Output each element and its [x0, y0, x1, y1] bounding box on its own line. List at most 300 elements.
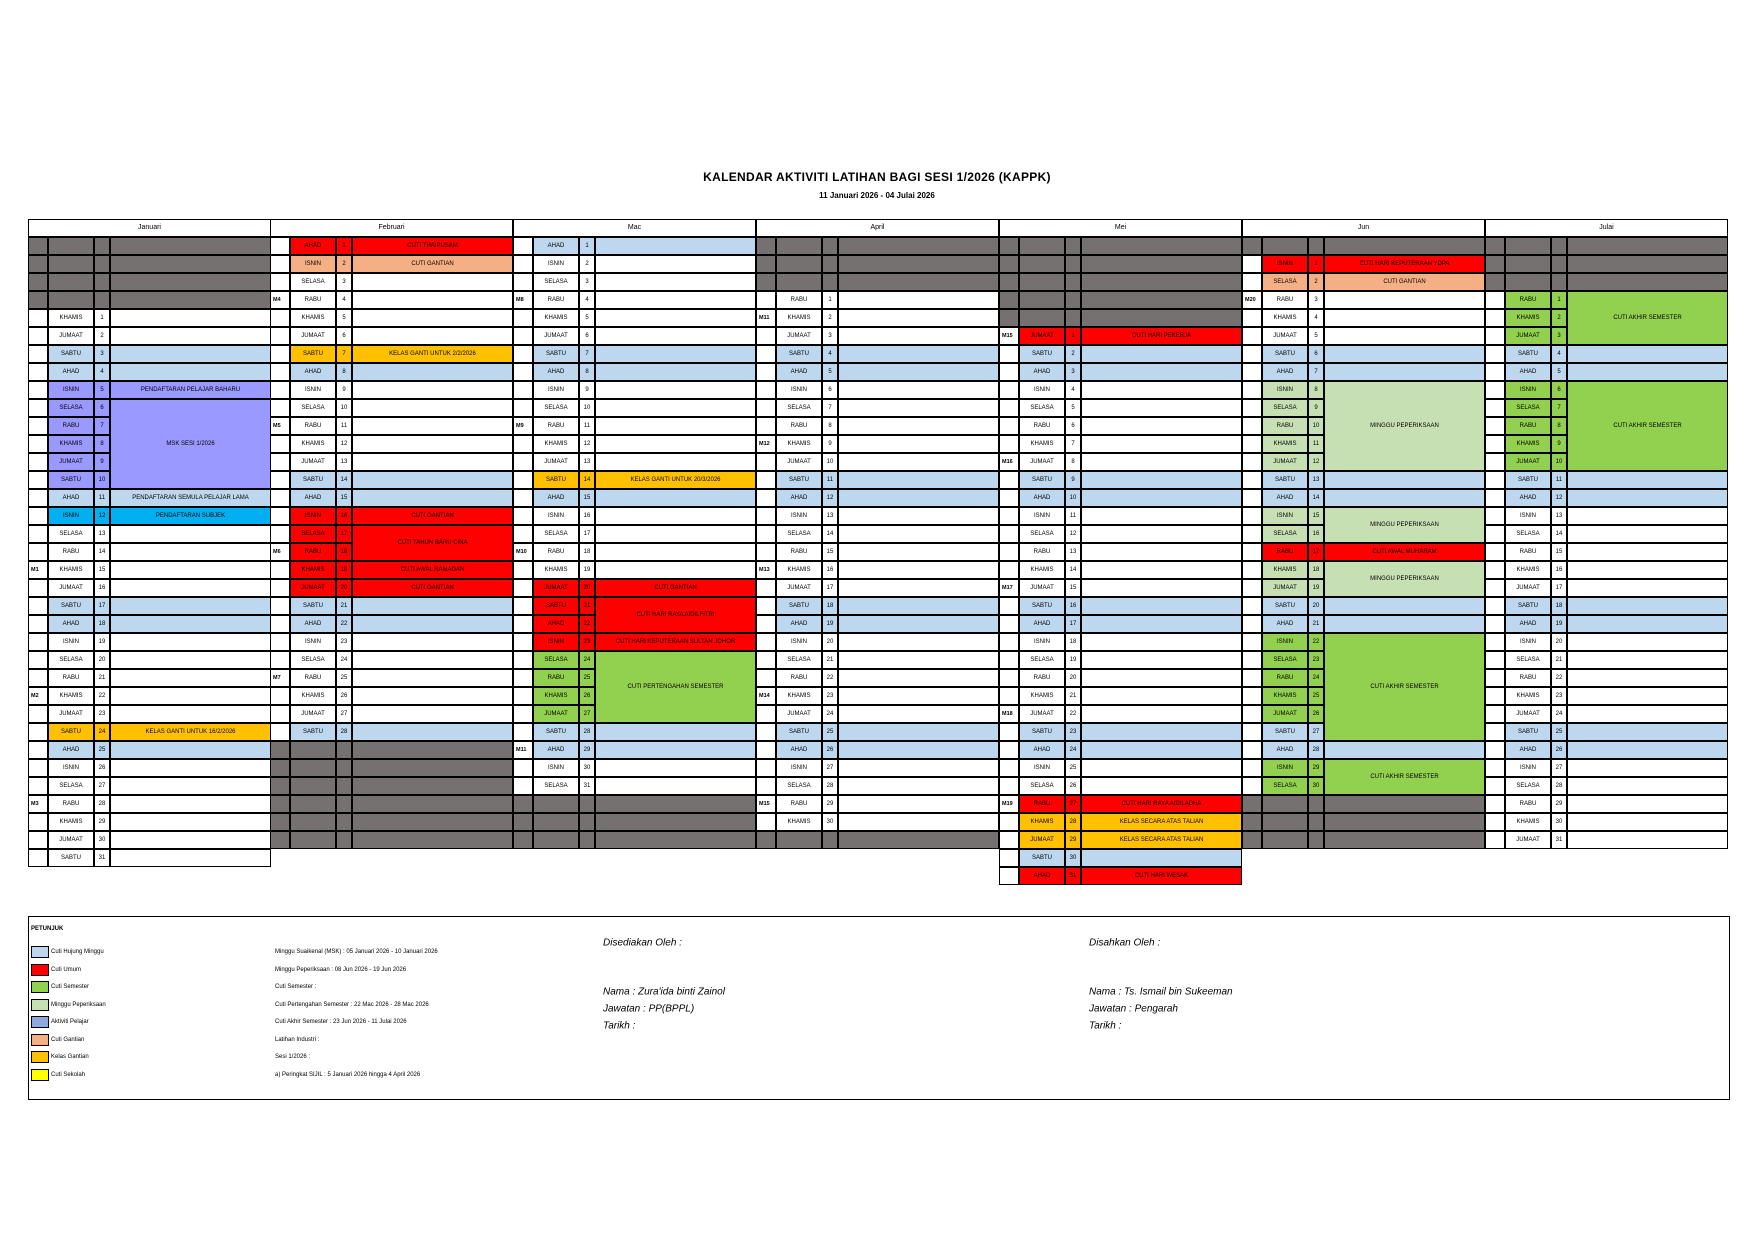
event-cell [838, 651, 999, 669]
week-cell [999, 471, 1019, 489]
page-subtitle: 11 Januari 2026 - 04 Julai 2026 [819, 191, 935, 200]
week-label: M8 [516, 297, 524, 303]
date-cell: 10 [822, 453, 838, 471]
event-cell [352, 417, 513, 435]
date-cell: 12 [822, 489, 838, 507]
day-name-cell: SABTU [776, 723, 822, 741]
day-name-cell: SABTU [1505, 345, 1551, 363]
event-cell [595, 291, 756, 309]
week-cell [270, 345, 290, 363]
date-cell: 19 [1551, 615, 1567, 633]
day-name-cell: AHAD [290, 363, 336, 381]
event-cell [352, 309, 513, 327]
day-name-cell: SABTU [290, 471, 336, 489]
empty-cell [48, 291, 94, 309]
day-name-cell: RABU [1262, 291, 1308, 309]
week-cell [999, 741, 1019, 759]
empty-cell [28, 273, 48, 291]
day-name-cell: KHAMIS [1262, 435, 1308, 453]
event-cell [1081, 777, 1242, 795]
event-cell [1567, 687, 1728, 705]
date-cell: 8 [336, 363, 352, 381]
day-name-cell: RABU [290, 543, 336, 561]
empty-cell [1324, 795, 1485, 813]
prepared-by-heading: Disediakan Oleh : [603, 937, 682, 949]
event-cell [1324, 615, 1485, 633]
empty-cell [110, 291, 271, 309]
event-cell [838, 525, 999, 543]
event-cell [838, 399, 999, 417]
empty-cell [999, 273, 1019, 291]
date-cell: 8 [1308, 381, 1324, 399]
day-name-cell: RABU [1019, 543, 1065, 561]
day-name-cell: JUMAAT [290, 453, 336, 471]
empty-cell [1081, 255, 1242, 273]
day-name-cell: KHAMIS [1019, 687, 1065, 705]
day-name-cell: RABU [48, 417, 94, 435]
week-cell [28, 471, 48, 489]
date-cell: 17 [822, 579, 838, 597]
day-name-cell: AHAD [1019, 741, 1065, 759]
week-cell [1242, 723, 1262, 741]
event-cell: CUTI GANTIAN [595, 579, 756, 597]
legend-label: Aktiviti Pelajar [51, 1019, 89, 1025]
event-cell: CUTI THAIPUSAM [352, 237, 513, 255]
event-cell [1567, 363, 1728, 381]
event-cell: CUTI AWAL RAMADAN [352, 561, 513, 579]
event-cell: KELAS GANTI UNTUK 20/3/2026 [595, 471, 756, 489]
event-cell: MSK SESI 1/2026 [110, 399, 271, 489]
week-cell [1485, 831, 1505, 849]
date-cell: 31 [579, 777, 595, 795]
date-cell: 8 [1065, 453, 1081, 471]
day-name-cell: RABU [533, 669, 579, 687]
day-name-cell: SABTU [1019, 471, 1065, 489]
week-cell [1485, 669, 1505, 687]
date-cell: 6 [1065, 417, 1081, 435]
date-cell: 11 [1065, 507, 1081, 525]
event-cell [1567, 759, 1728, 777]
day-name-cell: SABTU [1019, 345, 1065, 363]
date-cell: 25 [1551, 723, 1567, 741]
day-name-cell: AHAD [1505, 489, 1551, 507]
event-cell [1567, 471, 1728, 489]
week-cell [756, 489, 776, 507]
week-cell [1485, 399, 1505, 417]
date-cell: 21 [1308, 615, 1324, 633]
day-name-cell: SABTU [48, 345, 94, 363]
event-cell [352, 471, 513, 489]
day-name-cell: KHAMIS [533, 687, 579, 705]
date-cell: 30 [94, 831, 110, 849]
date-cell: 5 [822, 363, 838, 381]
day-name-cell: AHAD [1019, 489, 1065, 507]
week-cell [756, 777, 776, 795]
day-name-cell: SABTU [533, 723, 579, 741]
event-cell [838, 435, 999, 453]
event-cell: CUTI HARI KEPUTERAAN SULTAN JOHOR [595, 633, 756, 651]
week-cell [1242, 255, 1262, 273]
week-cell [999, 687, 1019, 705]
week-cell [756, 615, 776, 633]
empty-cell [1262, 831, 1308, 849]
date-cell: 23 [579, 633, 595, 651]
day-name-cell: AHAD [1262, 363, 1308, 381]
week-cell [756, 327, 776, 345]
day-name-cell: RABU [290, 291, 336, 309]
empty-cell [48, 255, 94, 273]
day-name-cell: KHAMIS [48, 813, 94, 831]
empty-cell [290, 795, 336, 813]
date-cell: 9 [94, 453, 110, 471]
week-cell [270, 525, 290, 543]
event-cell [110, 741, 271, 759]
week-cell [1485, 489, 1505, 507]
event-cell [352, 453, 513, 471]
date-cell: 14 [94, 543, 110, 561]
empty-cell [533, 813, 579, 831]
day-name-cell: JUMAAT [48, 831, 94, 849]
date-cell: 21 [1551, 651, 1567, 669]
week-cell [999, 669, 1019, 687]
date-cell: 29 [822, 795, 838, 813]
legend-swatch [31, 999, 49, 1011]
week-cell [1485, 633, 1505, 651]
week-cell [756, 525, 776, 543]
date-cell: 22 [1551, 669, 1567, 687]
event-cell [110, 759, 271, 777]
day-name-cell: KHAMIS [1262, 309, 1308, 327]
event-cell: CUTI AKHIR SEMESTER [1324, 759, 1485, 795]
empty-cell [1485, 273, 1505, 291]
day-name-cell: ISNIN [776, 633, 822, 651]
legend-label: Cuti Semester [51, 984, 90, 990]
day-name-cell: SABTU [290, 723, 336, 741]
week-cell [999, 615, 1019, 633]
event-cell [1567, 813, 1728, 831]
day-name-cell: SABTU [776, 345, 822, 363]
date-cell: 24 [579, 651, 595, 669]
week-cell [999, 867, 1019, 885]
event-cell [1081, 435, 1242, 453]
event-cell: CUTI AKHIR SEMESTER [1324, 633, 1485, 741]
day-name-cell: JUMAAT [1019, 579, 1065, 597]
date-cell: 9 [1065, 471, 1081, 489]
week-cell [999, 633, 1019, 651]
week-cell [28, 507, 48, 525]
day-name-cell: JUMAAT [290, 579, 336, 597]
empty-cell [352, 741, 513, 759]
week-label: M20 [1245, 297, 1256, 303]
empty-cell [352, 813, 513, 831]
date-cell: 25 [1308, 687, 1324, 705]
week-cell [1242, 759, 1262, 777]
empty-cell [1242, 813, 1262, 831]
day-name-cell: AHAD [1019, 363, 1065, 381]
legend-swatch [31, 1016, 49, 1028]
week-cell [1242, 543, 1262, 561]
event-cell: KELAS GANTI UNTUK 16/2/2026 [110, 723, 271, 741]
event-cell [838, 417, 999, 435]
event-cell: CUTI GANTIAN [352, 507, 513, 525]
week-cell [1242, 741, 1262, 759]
week-label: M14 [759, 693, 770, 699]
date-cell: 18 [336, 543, 352, 561]
empty-cell [999, 291, 1019, 309]
event-cell [110, 327, 271, 345]
day-name-cell: ISNIN [48, 507, 94, 525]
date-cell: 17 [94, 597, 110, 615]
week-cell [1242, 507, 1262, 525]
event-cell [838, 327, 999, 345]
empty-cell [1308, 237, 1324, 255]
event-cell [1324, 291, 1485, 309]
legend-panel [28, 916, 1730, 1100]
date-cell: 16 [1308, 525, 1324, 543]
week-cell [1485, 309, 1505, 327]
week-cell [28, 759, 48, 777]
legend-note: Cuti Pertengahan Semester : 22 Mac 2026 - 28 Mac 2026 [275, 1001, 429, 1008]
date-cell: 22 [1308, 633, 1324, 651]
legend-swatch [31, 1069, 49, 1081]
event-cell [110, 849, 271, 867]
date-cell: 26 [1551, 741, 1567, 759]
empty-cell [270, 759, 290, 777]
date-cell: 19 [1308, 579, 1324, 597]
date-cell: 27 [1308, 723, 1324, 741]
event-cell [595, 723, 756, 741]
day-name-cell: JUMAAT [48, 453, 94, 471]
week-cell [28, 831, 48, 849]
event-cell [110, 345, 271, 363]
week-cell [1485, 525, 1505, 543]
week-cell [270, 363, 290, 381]
date-cell: 16 [336, 507, 352, 525]
empty-cell [1485, 237, 1505, 255]
empty-cell [336, 759, 352, 777]
day-name-cell: KHAMIS [48, 561, 94, 579]
event-cell [1567, 831, 1728, 849]
event-cell [595, 273, 756, 291]
week-cell [1485, 417, 1505, 435]
day-name-cell: KHAMIS [1262, 561, 1308, 579]
empty-cell [110, 255, 271, 273]
week-cell [270, 399, 290, 417]
week-cell [756, 291, 776, 309]
date-cell: 5 [579, 309, 595, 327]
event-cell: KELAS GANTI UNTUK 2/2/2026 [352, 345, 513, 363]
empty-cell [336, 795, 352, 813]
event-cell: CUTI GANTIAN [352, 255, 513, 273]
event-cell [1567, 489, 1728, 507]
day-name-cell: RABU [1262, 417, 1308, 435]
day-name-cell: KHAMIS [1262, 687, 1308, 705]
event-cell [1324, 363, 1485, 381]
event-cell: MINGGU PEPERIKSAAN [1324, 561, 1485, 597]
event-cell [1081, 399, 1242, 417]
event-cell [352, 597, 513, 615]
date-cell: 19 [94, 633, 110, 651]
week-cell [999, 435, 1019, 453]
week-cell [1485, 597, 1505, 615]
week-label: M4 [273, 297, 281, 303]
legend-note: Cuti Akhir Semester : 23 Jun 2026 - 11 Julai 2026 [275, 1019, 407, 1025]
date-cell: 10 [336, 399, 352, 417]
date-cell: 12 [1308, 453, 1324, 471]
event-cell [1081, 417, 1242, 435]
event-cell [110, 615, 271, 633]
week-cell [270, 687, 290, 705]
day-name-cell: AHAD [1019, 867, 1065, 885]
empty-cell [822, 237, 838, 255]
date-cell: 14 [1065, 561, 1081, 579]
event-cell [352, 291, 513, 309]
date-cell: 13 [1551, 507, 1567, 525]
date-cell: 7 [579, 345, 595, 363]
week-cell [1485, 543, 1505, 561]
week-cell [28, 399, 48, 417]
week-cell [513, 777, 533, 795]
day-name-cell: ISNIN [533, 759, 579, 777]
day-name-cell: RABU [1019, 417, 1065, 435]
date-cell: 20 [822, 633, 838, 651]
empty-cell [1262, 237, 1308, 255]
empty-cell [595, 813, 756, 831]
date-cell: 26 [1308, 705, 1324, 723]
event-cell [352, 705, 513, 723]
empty-cell [822, 273, 838, 291]
date-cell: 24 [336, 651, 352, 669]
day-name-cell: JUMAAT [1019, 327, 1065, 345]
day-name-cell: KHAMIS [776, 561, 822, 579]
date-cell: 17 [579, 525, 595, 543]
event-cell [352, 273, 513, 291]
event-cell [110, 795, 271, 813]
event-cell [1567, 597, 1728, 615]
week-cell [999, 561, 1019, 579]
week-cell [999, 399, 1019, 417]
week-cell [1485, 777, 1505, 795]
date-cell: 2 [1551, 309, 1567, 327]
date-cell: 6 [94, 399, 110, 417]
week-cell [270, 255, 290, 273]
event-cell [838, 579, 999, 597]
day-name-cell: ISNIN [1019, 759, 1065, 777]
day-name-cell: JUMAAT [1262, 327, 1308, 345]
day-name-cell: AHAD [1019, 615, 1065, 633]
legend-note: Cuti Semester : [275, 984, 317, 990]
day-name-cell: KHAMIS [776, 435, 822, 453]
event-cell [1324, 327, 1485, 345]
empty-cell [579, 795, 595, 813]
day-name-cell: RABU [1019, 669, 1065, 687]
event-cell: PENDAFTARAN SEMULA PELAJAR LAMA [110, 489, 271, 507]
empty-cell [776, 255, 822, 273]
date-cell: 3 [336, 273, 352, 291]
event-cell [595, 417, 756, 435]
empty-cell [1262, 795, 1308, 813]
event-cell [110, 579, 271, 597]
date-cell: 27 [822, 759, 838, 777]
event-cell [110, 687, 271, 705]
date-cell: 15 [94, 561, 110, 579]
event-cell: PENDAFTARAN PELAJAR BAHARU [110, 381, 271, 399]
event-cell: CUTI HARI KEPUTERAAN YDPA [1324, 255, 1485, 273]
date-cell: 27 [94, 777, 110, 795]
date-cell: 4 [336, 291, 352, 309]
week-cell [999, 831, 1019, 849]
event-cell [595, 381, 756, 399]
date-cell: 19 [822, 615, 838, 633]
date-cell: 17 [1065, 615, 1081, 633]
date-cell: 23 [336, 633, 352, 651]
week-cell [1485, 687, 1505, 705]
date-cell: 27 [1551, 759, 1567, 777]
week-label: M10 [516, 549, 527, 555]
day-name-cell: AHAD [1262, 489, 1308, 507]
day-name-cell: KHAMIS [1019, 813, 1065, 831]
event-cell [838, 507, 999, 525]
date-cell: 3 [579, 273, 595, 291]
day-name-cell: ISNIN [48, 633, 94, 651]
date-cell: 10 [579, 399, 595, 417]
event-cell [110, 831, 271, 849]
empty-cell [579, 831, 595, 849]
week-cell [513, 471, 533, 489]
week-cell [999, 759, 1019, 777]
date-cell: 22 [336, 615, 352, 633]
week-label: M15 [759, 801, 770, 807]
event-cell: MINGGU PEPERIKSAAN [1324, 507, 1485, 543]
date-cell: 13 [1308, 471, 1324, 489]
empty-cell [1065, 237, 1081, 255]
prepared-by-date: Tarikh : [603, 1020, 636, 1032]
event-cell [1081, 849, 1242, 867]
empty-cell [1567, 273, 1728, 291]
day-name-cell: SELASA [1019, 525, 1065, 543]
day-name-cell: SELASA [1262, 399, 1308, 417]
event-cell [595, 453, 756, 471]
date-cell: 11 [1551, 471, 1567, 489]
date-cell: 1 [336, 237, 352, 255]
event-cell [838, 345, 999, 363]
day-name-cell: JUMAAT [290, 705, 336, 723]
week-cell [513, 327, 533, 345]
week-cell [270, 309, 290, 327]
legend-heading: PETUNJUK [31, 926, 64, 932]
day-name-cell: SABTU [1019, 597, 1065, 615]
date-cell: 12 [1065, 525, 1081, 543]
day-name-cell: ISNIN [290, 255, 336, 273]
date-cell: 15 [1308, 507, 1324, 525]
legend-label: Cuti Hujung Minggu [51, 949, 104, 955]
event-cell [595, 543, 756, 561]
date-cell: 25 [822, 723, 838, 741]
week-cell [513, 705, 533, 723]
date-cell: 28 [1308, 741, 1324, 759]
event-cell [595, 345, 756, 363]
date-cell: 26 [94, 759, 110, 777]
event-cell: CUTI AWAL MUHARAM [1324, 543, 1485, 561]
date-cell: 31 [94, 849, 110, 867]
day-name-cell: SABTU [776, 597, 822, 615]
week-cell [270, 327, 290, 345]
date-cell: 16 [579, 507, 595, 525]
day-name-cell: KHAMIS [48, 687, 94, 705]
day-name-cell: JUMAAT [776, 327, 822, 345]
week-cell [999, 417, 1019, 435]
day-name-cell: SELASA [1505, 651, 1551, 669]
